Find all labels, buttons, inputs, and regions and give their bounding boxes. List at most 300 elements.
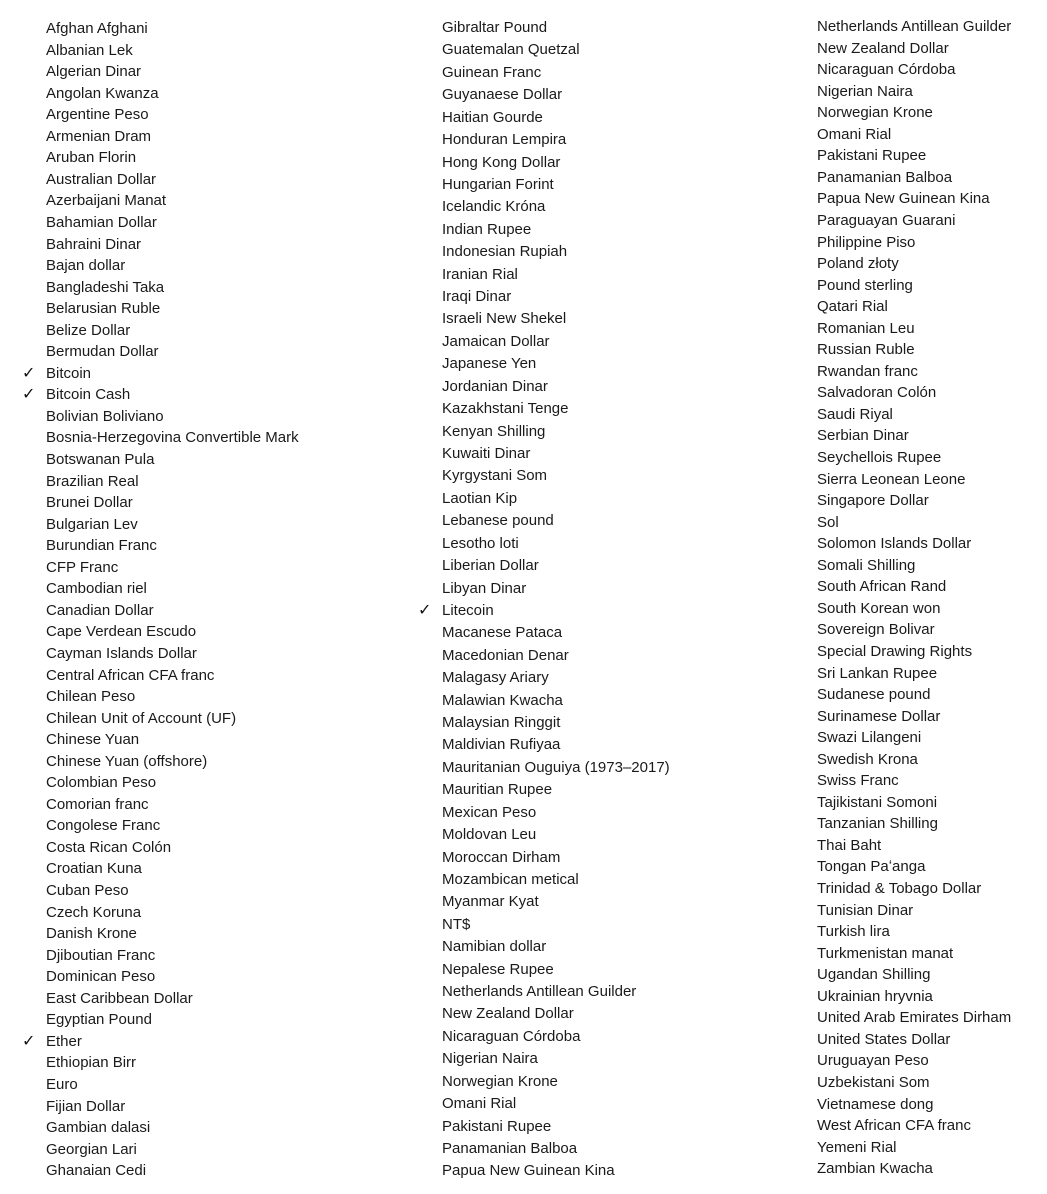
- currency-label: Chinese Yuan: [46, 731, 140, 749]
- currency-label: Moroccan Dirham: [442, 848, 561, 866]
- currency-menu-item[interactable]: [396, 757, 796, 778]
- currency-label: Czech Koruna: [46, 903, 142, 921]
- currency-label: Congolese Franc: [46, 817, 161, 835]
- currency-label: Guinean Franc: [442, 63, 542, 81]
- currency-menu-item[interactable]: [396, 555, 796, 576]
- currency-label: Bolivian Boliviano: [46, 407, 164, 425]
- currency-menu-item[interactable]: [772, 469, 1047, 490]
- currency-menu-item[interactable]: [0, 169, 400, 190]
- currency-menu-item[interactable]: [772, 792, 1047, 813]
- currency-label: Afghan Afghani: [46, 20, 148, 37]
- currency-menu-item[interactable]: [0, 471, 400, 492]
- currency-menu-item[interactable]: [772, 16, 1047, 37]
- currency-label: Guatemalan Quetzal: [442, 41, 580, 59]
- currency-label: Azerbaijani Manat: [46, 192, 167, 210]
- currency-label: Bermudan Dollar: [46, 343, 159, 361]
- currency-menu-item[interactable]: [396, 398, 796, 419]
- currency-menu-item[interactable]: [0, 384, 400, 405]
- currency-label: Nigerian Naira: [817, 82, 913, 100]
- currency-menu-item[interactable]: [772, 835, 1047, 856]
- currency-label: Bajan dollar: [46, 257, 126, 275]
- currency-menu-item[interactable]: [396, 847, 796, 868]
- currency-label: Myanmar Kyat: [442, 893, 539, 911]
- currency-menu-item[interactable]: [396, 152, 796, 173]
- currency-label: Kenyan Shilling: [442, 422, 546, 440]
- currency-label: Jamaican Dollar: [442, 332, 550, 350]
- currency-menu-item[interactable]: [0, 1031, 400, 1052]
- currency-menu-item[interactable]: [772, 490, 1047, 511]
- currency-menu-item[interactable]: [772, 900, 1047, 921]
- currency-menu-item[interactable]: [0, 449, 400, 470]
- currency-menu-item[interactable]: [0, 578, 400, 599]
- currency-menu-item[interactable]: [772, 232, 1047, 253]
- currency-label: Swiss Franc: [817, 772, 899, 790]
- currency-menu-item[interactable]: [0, 363, 400, 384]
- currency-label: Croatian Kuna: [46, 860, 142, 878]
- currency-menu-item[interactable]: [0, 18, 400, 39]
- currency-menu-item[interactable]: [0, 147, 400, 168]
- currency-label: Haitian Gourde: [442, 108, 543, 126]
- currency-menu-item[interactable]: [0, 492, 400, 513]
- currency-menu-item[interactable]: [0, 708, 400, 729]
- currency-label: Panamanian Balboa: [442, 1140, 578, 1157]
- currency-label: Qatari Rial: [817, 298, 888, 316]
- currency-menu-item[interactable]: [772, 38, 1047, 59]
- currency-menu-item[interactable]: [396, 107, 796, 128]
- currency-label: Sierra Leonean Leone: [817, 470, 966, 488]
- currency-label: NT$: [442, 915, 471, 933]
- currency-label: West African CFA franc: [817, 1117, 971, 1135]
- currency-menu-item[interactable]: [0, 729, 400, 750]
- currency-label: Somali Shilling: [817, 556, 916, 574]
- currency-menu-item[interactable]: [396, 667, 796, 688]
- currency-label: Surinamese Dollar: [817, 707, 941, 725]
- currency-menu-item[interactable]: [396, 353, 796, 374]
- currency-menu-item[interactable]: [396, 734, 796, 755]
- currency-menu-item[interactable]: [396, 129, 796, 150]
- checkmark-icon: ✓: [418, 601, 432, 619]
- currency-label: Norwegian Krone: [817, 104, 933, 122]
- currency-menu-item[interactable]: [396, 174, 796, 195]
- currency-label: Maldivian Rufiyaa: [442, 736, 561, 754]
- currency-label: South African Rand: [817, 578, 947, 596]
- currency-menu-item[interactable]: [0, 751, 400, 772]
- currency-label: Nicaraguan Córdoba: [442, 1027, 581, 1045]
- currency-menu-item[interactable]: [396, 869, 796, 890]
- currency-label: Trinidad & Tobago Dollar: [817, 880, 982, 897]
- currency-menu-item[interactable]: [772, 253, 1047, 274]
- currency-label: CFP Franc: [46, 558, 119, 576]
- currency-menu-item[interactable]: [0, 621, 400, 642]
- currency-menu-item[interactable]: [772, 167, 1047, 188]
- currency-label: Papua New Guinean Kina: [817, 190, 990, 208]
- currency-menu-item[interactable]: [396, 959, 796, 980]
- currency-menu-item[interactable]: [396, 1048, 796, 1069]
- currency-label: Canadian Dollar: [46, 601, 154, 619]
- currency-menu-item[interactable]: [396, 1093, 796, 1114]
- currency-menu-item[interactable]: [0, 40, 400, 61]
- currency-label: Bahamian Dollar: [46, 213, 157, 231]
- currency-menu-item[interactable]: [0, 966, 400, 987]
- currency-label: Tanzanian Shilling: [817, 815, 938, 833]
- currency-label: Albanian Lek: [46, 41, 133, 59]
- currency-menu-item[interactable]: [396, 443, 796, 464]
- currency-menu-item[interactable]: [772, 1115, 1047, 1136]
- currency-label: Hong Kong Dollar: [442, 153, 561, 171]
- currency-menu-item[interactable]: [0, 772, 400, 793]
- currency-label: Mozambican metical: [442, 870, 579, 888]
- currency-menu-item[interactable]: [396, 690, 796, 711]
- currency-menu-item[interactable]: [396, 645, 796, 666]
- currency-label: Egyptian Pound: [46, 1011, 152, 1029]
- currency-label: Bitcoin Cash: [46, 386, 131, 404]
- currency-label: Sri Lankan Rupee: [817, 664, 938, 682]
- currency-menu-item[interactable]: [772, 188, 1047, 209]
- currency-label: Brazilian Real: [46, 472, 139, 490]
- currency-menu-item[interactable]: [396, 1160, 796, 1181]
- currency-label: Costa Rican Colón: [46, 838, 172, 856]
- currency-label: Turkish lira: [817, 923, 890, 941]
- currency-menu-item[interactable]: [0, 514, 400, 535]
- currency-menu-item[interactable]: [0, 1074, 400, 1095]
- currency-menu-item[interactable]: [396, 219, 796, 240]
- currency-label: Liberian Dollar: [442, 557, 539, 575]
- currency-menu-item[interactable]: [396, 241, 796, 262]
- currency-label: Panamanian Balboa: [817, 168, 953, 186]
- currency-label: Dominican Peso: [46, 968, 156, 986]
- currency-menu-item[interactable]: [396, 578, 796, 599]
- currency-label: Rwandan franc: [817, 362, 918, 380]
- currency-label: Djiboutian Franc: [46, 946, 156, 964]
- currency-menu-item[interactable]: [772, 684, 1047, 705]
- currency-menu-item[interactable]: [396, 488, 796, 509]
- currency-label: Gibraltar Pound: [442, 19, 548, 36]
- currency-menu-item[interactable]: [772, 102, 1047, 123]
- currency-label: Argentine Peso: [46, 106, 149, 124]
- currency-menu-item[interactable]: [0, 61, 400, 82]
- currency-menu-item[interactable]: [0, 1139, 400, 1160]
- currency-label: Icelandic Króna: [442, 198, 546, 216]
- currency-menu-item[interactable]: [772, 339, 1047, 360]
- currency-label: Norwegian Krone: [442, 1072, 558, 1090]
- currency-menu-item[interactable]: [0, 234, 400, 255]
- currency-menu-item[interactable]: [772, 425, 1047, 446]
- currency-menu-item[interactable]: [0, 815, 400, 836]
- currency-label: Kuwaiti Dinar: [442, 444, 531, 462]
- currency-label: Libyan Dinar: [442, 579, 527, 597]
- currency-label: Belize Dollar: [46, 321, 131, 339]
- currency-menu-item[interactable]: [396, 421, 796, 442]
- currency-menu-item[interactable]: [772, 275, 1047, 296]
- currency-label: Russian Ruble: [817, 341, 915, 359]
- currency-menu-item[interactable]: [772, 1137, 1047, 1158]
- currency-menu-item[interactable]: [396, 802, 796, 823]
- currency-menu-item[interactable]: [0, 535, 400, 556]
- currency-label: Macanese Pataca: [442, 624, 563, 642]
- currency-label: Seychellois Rupee: [817, 449, 942, 466]
- currency-menu-item[interactable]: [772, 727, 1047, 748]
- currency-label: Bangladeshi Taka: [46, 278, 165, 296]
- currency-label: Central African CFA franc: [46, 666, 215, 684]
- currency-menu-item[interactable]: [0, 686, 400, 707]
- currency-menu-item[interactable]: [772, 533, 1047, 554]
- currency-label: Gambian dalasi: [46, 1119, 151, 1137]
- currency-menu-item[interactable]: [772, 1072, 1047, 1093]
- currency-menu-item[interactable]: [772, 878, 1047, 899]
- currency-label: Swedish Krona: [817, 750, 918, 768]
- currency-menu-item[interactable]: [772, 1158, 1047, 1179]
- currency-label: Bosnia-Herzegovina Convertible Mark: [46, 429, 299, 447]
- currency-label: Danish Krone: [46, 925, 137, 943]
- currency-menu-item[interactable]: [772, 856, 1047, 877]
- currency-label: Pound sterling: [817, 276, 913, 294]
- currency-label: Bitcoin: [46, 364, 92, 382]
- currency-label: Ether: [46, 1032, 82, 1050]
- currency-menu-item[interactable]: [772, 124, 1047, 145]
- currency-label: Yemeni Rial: [817, 1138, 897, 1156]
- currency-label: Zambian Kwacha: [817, 1160, 933, 1178]
- currency-menu-item[interactable]: [0, 988, 400, 1009]
- currency-menu-item[interactable]: [0, 406, 400, 427]
- currency-label: Chinese Yuan (offshore): [46, 752, 208, 770]
- currency-menu-item[interactable]: [396, 891, 796, 912]
- currency-menu-item[interactable]: [396, 286, 796, 307]
- currency-label: Moldovan Leu: [442, 826, 537, 844]
- currency-menu-item[interactable]: [396, 17, 796, 38]
- currency-menu-item[interactable]: [772, 921, 1047, 942]
- currency-label: Papua New Guinean Kina: [442, 1162, 615, 1180]
- currency-label: United States Dollar: [817, 1030, 951, 1048]
- currency-menu-item[interactable]: [0, 126, 400, 147]
- currency-menu-item[interactable]: [772, 598, 1047, 619]
- currency-label: Poland złoty: [817, 255, 899, 273]
- currency-label: Guyanaese Dollar: [442, 86, 563, 104]
- currency-menu-item[interactable]: [772, 1094, 1047, 1115]
- currency-label: Brunei Dollar: [46, 494, 133, 512]
- currency-menu-item[interactable]: [396, 824, 796, 845]
- currency-label: Omani Rial: [442, 1095, 517, 1113]
- currency-menu-item[interactable]: [772, 145, 1047, 166]
- currency-menu-item[interactable]: [0, 1096, 400, 1117]
- currency-label: Kyrgystani Som: [442, 467, 548, 485]
- currency-menu-item[interactable]: [772, 447, 1047, 468]
- currency-label: Vietnamese dong: [817, 1095, 934, 1113]
- currency-label: Cuban Peso: [46, 882, 129, 899]
- currency-menu-item[interactable]: [396, 308, 796, 329]
- currency-menu-item[interactable]: [396, 1071, 796, 1092]
- currency-menu-item[interactable]: [772, 1029, 1047, 1050]
- currency-menu-item[interactable]: [0, 923, 400, 944]
- currency-label: Georgian Lari: [46, 1140, 137, 1158]
- currency-menu-item[interactable]: [396, 264, 796, 285]
- currency-menu-item[interactable]: [772, 512, 1047, 533]
- currency-label: Turkmenistan manat: [817, 944, 954, 962]
- currency-label: Netherlands Antillean Guilder: [817, 18, 1012, 35]
- currency-label: Philippine Piso: [817, 233, 916, 251]
- currency-label: Israeli New Shekel: [442, 310, 567, 328]
- currency-menu-item[interactable]: [396, 510, 796, 531]
- currency-menu-item[interactable]: [396, 196, 796, 217]
- currency-menu-item[interactable]: [772, 749, 1047, 770]
- currency-menu-item[interactable]: [396, 936, 796, 957]
- currency-label: Euro: [46, 1075, 78, 1093]
- currency-label: Special Drawing Rights: [817, 642, 973, 660]
- currency-menu-item[interactable]: [772, 706, 1047, 727]
- currency-label: Japanese Yen: [442, 355, 537, 373]
- currency-label: Burundian Franc: [46, 537, 157, 555]
- currency-label: Cambodian riel: [46, 580, 147, 598]
- currency-menu-item[interactable]: [772, 1007, 1047, 1028]
- currency-menu-item[interactable]: [772, 813, 1047, 834]
- currency-menu-item[interactable]: [772, 619, 1047, 640]
- currency-menu-item[interactable]: [0, 600, 400, 621]
- currency-label: Pakistani Rupee: [817, 147, 927, 165]
- currency-label: Pakistani Rupee: [442, 1117, 552, 1135]
- currency-label: Botswanan Pula: [46, 451, 155, 468]
- currency-label: Nigerian Naira: [442, 1050, 538, 1068]
- currency-label: South Korean won: [817, 599, 941, 617]
- currency-menu-item[interactable]: [0, 83, 400, 104]
- currency-menu-item[interactable]: [396, 712, 796, 733]
- currency-menu-item[interactable]: [0, 858, 400, 879]
- currency-label: Belarusian Ruble: [46, 300, 161, 318]
- currency-label: Singapore Dollar: [817, 492, 929, 510]
- currency-menu-item[interactable]: [772, 1050, 1047, 1071]
- currency-label: Cayman Islands Dollar: [46, 644, 197, 662]
- currency-label: Malawian Kwacha: [442, 691, 563, 709]
- currency-label: Tajikistani Somoni: [817, 793, 938, 811]
- currency-label: Tunisian Dinar: [817, 901, 914, 919]
- currency-menu-item[interactable]: [772, 576, 1047, 597]
- currency-menu-item[interactable]: [0, 1009, 400, 1030]
- currency-label: Ghanaian Cedi: [46, 1162, 147, 1180]
- currency-menu-item[interactable]: [772, 555, 1047, 576]
- checkmark-icon: ✓: [22, 1032, 36, 1050]
- currency-label: Nepalese Rupee: [442, 960, 554, 978]
- currency-menu-item[interactable]: [396, 779, 796, 800]
- currency-label: United Arab Emirates Dirham: [817, 1009, 1012, 1027]
- currency-menu-item[interactable]: [0, 1052, 400, 1073]
- currency-menu-item[interactable]: [772, 404, 1047, 425]
- currency-menu-item[interactable]: [772, 770, 1047, 791]
- currency-label: Cape Verdean Escudo: [46, 623, 197, 641]
- currency-menu-item[interactable]: [0, 1160, 400, 1181]
- currency-menu-item[interactable]: [0, 557, 400, 578]
- currency-menu-item[interactable]: [772, 296, 1047, 317]
- currency-menu-item[interactable]: [772, 641, 1047, 662]
- currency-menu-item[interactable]: [396, 465, 796, 486]
- currency-label: Uzbekistani Som: [817, 1073, 930, 1091]
- currency-menu-item[interactable]: [396, 1003, 796, 1024]
- currency-menu-item[interactable]: [0, 212, 400, 233]
- currency-label: Iraqi Dinar: [442, 288, 512, 306]
- currency-label: Chilean Unit of Account (UF): [46, 709, 237, 727]
- currency-label: Ethiopian Birr: [46, 1054, 137, 1072]
- currency-menu-item[interactable]: [772, 361, 1047, 382]
- currency-label: Serbian Dinar: [817, 427, 909, 445]
- currency-label: Tongan Paʻanga: [817, 858, 926, 876]
- currency-label: Colombian Peso: [46, 774, 157, 792]
- currency-menu-item[interactable]: [396, 1026, 796, 1047]
- currency-label: Bahraini Dinar: [46, 235, 142, 253]
- currency-menu-item[interactable]: [0, 341, 400, 362]
- currency-menu-item[interactable]: [396, 533, 796, 554]
- currency-label: Sudanese pound: [817, 686, 931, 704]
- checkmark-icon: ✓: [22, 364, 36, 382]
- currency-menu-item[interactable]: [0, 880, 400, 901]
- currency-label: Laotian Kip: [442, 489, 518, 507]
- currency-label: Iranian Rial: [442, 265, 518, 283]
- currency-menu-item[interactable]: [772, 382, 1047, 403]
- currency-label: Indian Rupee: [442, 220, 532, 238]
- currency-menu-item[interactable]: [0, 104, 400, 125]
- currency-menu-item[interactable]: [396, 39, 796, 60]
- currency-label: Salvadoran Colón: [817, 384, 937, 402]
- currency-menu-item[interactable]: [0, 837, 400, 858]
- currency-menu-item[interactable]: [0, 277, 400, 298]
- currency-label: New Zealand Dollar: [442, 1005, 574, 1023]
- currency-menu-item[interactable]: [772, 964, 1047, 985]
- currency-menu-item[interactable]: [396, 1116, 796, 1137]
- currency-menu-item[interactable]: [396, 1138, 796, 1159]
- currency-label: Chilean Peso: [46, 688, 136, 706]
- currency-label: Armenian Dram: [46, 127, 152, 145]
- currency-label: Algerian Dinar: [46, 63, 142, 81]
- currency-menu-item[interactable]: [396, 914, 796, 935]
- currency-label: Namibian dollar: [442, 938, 547, 956]
- currency-menu-item[interactable]: [772, 81, 1047, 102]
- currency-menu-item[interactable]: [772, 210, 1047, 231]
- currency-label: Malaysian Ringgit: [442, 714, 561, 732]
- currency-menu-item[interactable]: [772, 663, 1047, 684]
- currency-menu-item[interactable]: [396, 376, 796, 397]
- currency-menu-item[interactable]: [396, 981, 796, 1002]
- currency-menu-item[interactable]: [0, 643, 400, 664]
- currency-menu-item[interactable]: [0, 190, 400, 211]
- currency-menu-item[interactable]: [772, 943, 1047, 964]
- currency-menu-item[interactable]: [772, 318, 1047, 339]
- currency-menu-item[interactable]: [0, 945, 400, 966]
- currency-label: Sovereign Bolivar: [817, 621, 935, 639]
- currency-menu-item[interactable]: [0, 427, 400, 448]
- currency-label: Paraguayan Guarani: [817, 211, 956, 229]
- currency-menu-item[interactable]: [0, 902, 400, 923]
- currency-label: Indonesian Rupiah: [442, 243, 568, 261]
- currency-menu-item[interactable]: [772, 986, 1047, 1007]
- currency-label: Jordanian Dinar: [442, 377, 548, 395]
- currency-menu-item[interactable]: [0, 1117, 400, 1138]
- currency-menu-item[interactable]: [396, 600, 796, 621]
- currency-label: Nicaraguan Córdoba: [817, 61, 956, 79]
- currency-label: Lebanese pound: [442, 512, 554, 530]
- currency-menu-item[interactable]: [0, 794, 400, 815]
- currency-menu-item[interactable]: [0, 298, 400, 319]
- currency-label: Lesotho loti: [442, 534, 519, 552]
- currency-menu-item[interactable]: [0, 255, 400, 276]
- currency-menu-item[interactable]: [0, 320, 400, 341]
- currency-menu-item[interactable]: [396, 62, 796, 83]
- currency-menu-item[interactable]: [396, 84, 796, 105]
- currency-label: Ugandan Shilling: [817, 966, 931, 984]
- currency-menu-item[interactable]: [772, 59, 1047, 80]
- currency-label: Honduran Lempira: [442, 131, 567, 149]
- currency-menu-item[interactable]: [396, 622, 796, 643]
- currency-menu-item[interactable]: [0, 665, 400, 686]
- currency-label: Comorian franc: [46, 795, 149, 813]
- currency-menu-item[interactable]: [396, 331, 796, 352]
- currency-label: Romanian Leu: [817, 319, 915, 337]
- currency-label: Angolan Kwanza: [46, 84, 159, 102]
